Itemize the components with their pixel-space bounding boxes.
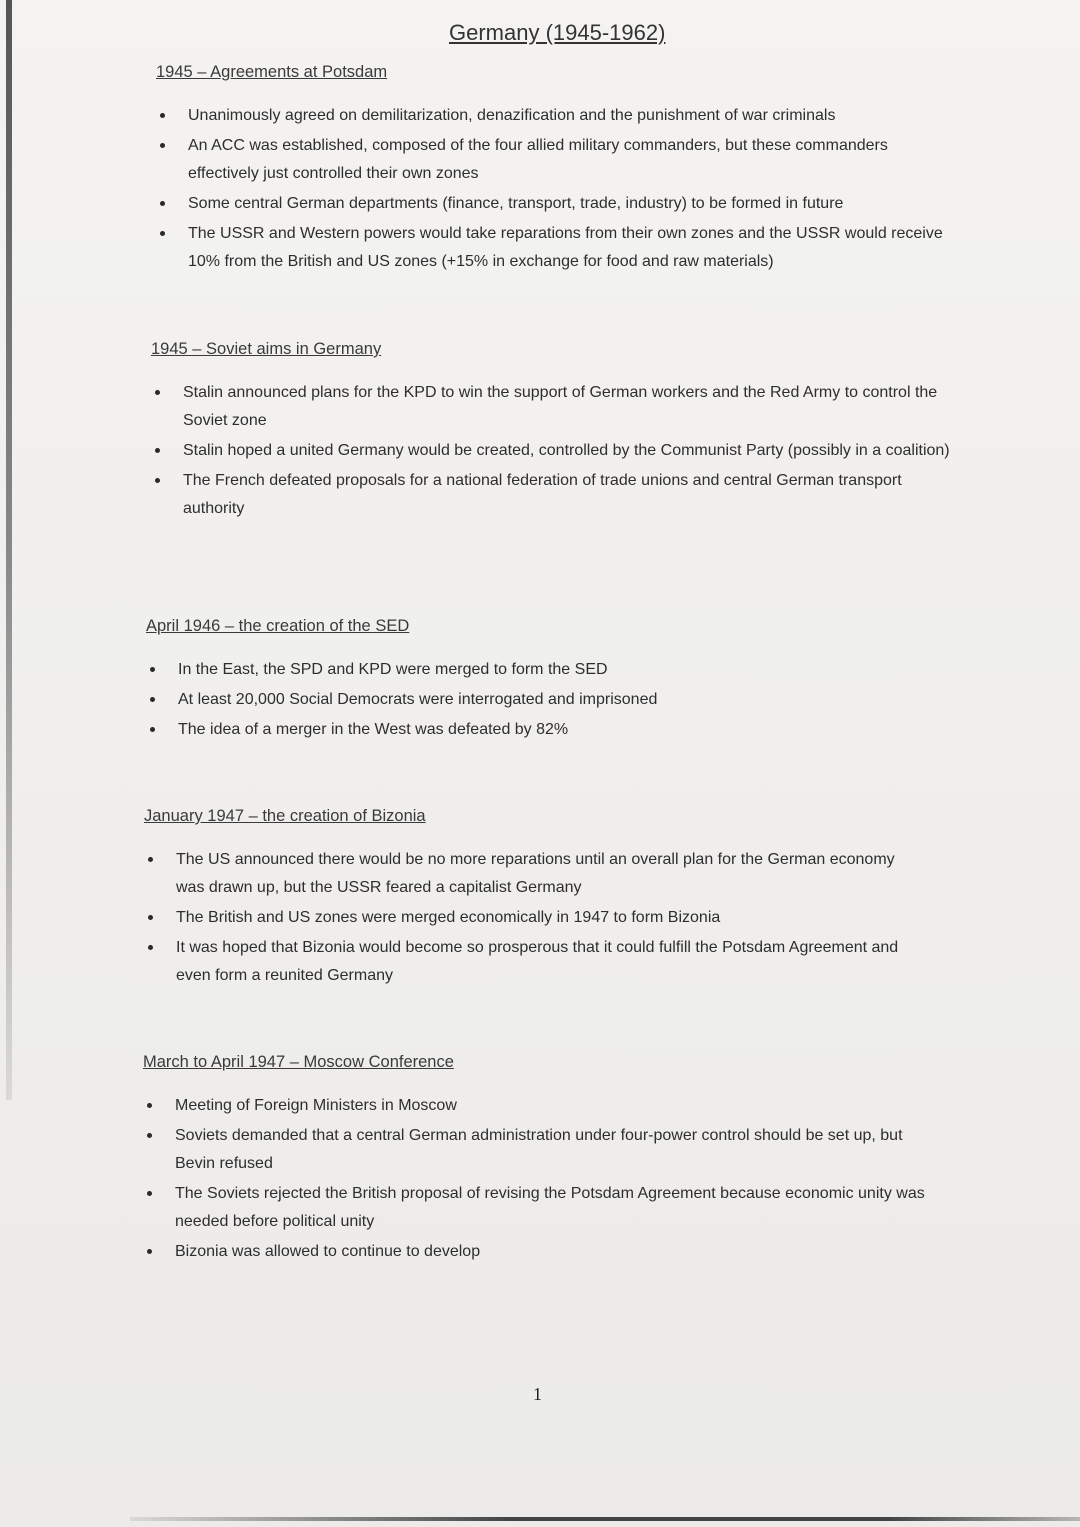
bullet-text: An ACC was established, composed of the four allied military commanders, but these commanders effectively just controlled their own zones: [188, 137, 888, 182]
bullet-icon: [160, 201, 165, 206]
bullet-text: The US announced there would be no more reparations until an overall plan for the German economy was drawn up, but the USSR feared a capitalist Germany: [176, 851, 895, 896]
list-item: [146, 686, 946, 714]
section-heading: 1945 – Agreements at Potsdam: [156, 63, 388, 81]
section-heading: March to April 1947 – Moscow Conference: [143, 1053, 454, 1071]
bullet-text: It was hoped that Bizonia would become so prosperous that it could fulfill the Potsdam Agreement and even form a reunited Germany: [176, 939, 899, 984]
list-item: [156, 190, 956, 218]
list-item: [143, 1180, 943, 1236]
list-item: [146, 656, 946, 684]
bullet-list: [146, 656, 946, 744]
bullet-text: Stalin hoped a united Germany would be created, controlled by the Communist Party (possibly in a coalition): [183, 442, 950, 459]
bullet-text: Unanimously agreed on demilitarization, denazification and the punishment of war criminals: [188, 107, 836, 124]
bullet-text: The French defeated proposals for a national federation of trade unions and central German transport authority: [183, 472, 902, 517]
section-potsdam: [156, 63, 976, 278]
bullet-icon: [155, 390, 160, 395]
list-item: [151, 467, 951, 523]
scan-bottom-shadow: [130, 1517, 1080, 1521]
bullet-icon: [160, 113, 165, 118]
list-item: [151, 379, 951, 435]
bullet-icon: [147, 1103, 152, 1108]
bullet-icon: [150, 697, 155, 702]
bullet-icon: [148, 857, 153, 862]
section-heading: April 1946 – the creation of the SED: [146, 617, 410, 635]
bullet-icon: [160, 231, 165, 236]
section-moscow-conference: [143, 1053, 963, 1268]
list-item: [143, 1238, 943, 1266]
bullet-icon: [147, 1191, 152, 1196]
bullet-text: The USSR and Western powers would take reparations from their own zones and the USSR would receive 10% from the British and US zones (+15% in exchange for food and raw materials): [188, 225, 943, 270]
bullet-icon: [155, 448, 160, 453]
section-bizonia: [144, 807, 964, 992]
bullet-icon: [160, 143, 165, 148]
bullet-text: Stalin announced plans for the KPD to win the support of German workers and the Red Army to control the Soviet zone: [183, 384, 938, 429]
bullet-icon: [155, 478, 160, 483]
page-number: 1: [533, 1384, 542, 1404]
bullet-icon: [150, 667, 155, 672]
document-title: Germany (1945-1962): [449, 20, 666, 45]
list-item: [146, 716, 946, 744]
bullet-icon: [150, 727, 155, 732]
bullet-text: In the East, the SPD and KPD were merged to form the SED: [178, 661, 608, 678]
bullet-text: At least 20,000 Social Democrats were interrogated and imprisoned: [178, 691, 658, 708]
list-item: [143, 1122, 943, 1178]
bullet-text: The Soviets rejected the British proposal of revising the Potsdam Agreement because economic unity was needed before political unity: [175, 1185, 925, 1230]
list-item: [144, 934, 924, 990]
list-item: [143, 1092, 943, 1120]
scan-edge-shadow: [6, 0, 12, 1100]
bullet-text: Some central German departments (finance, transport, trade, industry) to be formed in future: [188, 195, 844, 212]
bullet-text: Soviets demanded that a central German administration under four-power control should be set up, but Bevin refused: [175, 1127, 903, 1172]
bullet-icon: [148, 945, 153, 950]
bullet-text: The idea of a merger in the West was defeated by 82%: [178, 721, 569, 738]
bullet-icon: [147, 1133, 152, 1138]
list-item: [144, 846, 924, 902]
list-item: [144, 904, 924, 932]
list-item: [151, 437, 951, 465]
bullet-icon: [148, 915, 153, 920]
list-item: [156, 132, 956, 188]
bullet-list: [156, 102, 956, 276]
section-heading: 1945 – Soviet aims in Germany: [151, 340, 382, 358]
bullet-list: [151, 379, 951, 523]
section-soviet-aims: [151, 340, 971, 525]
bullet-list: [144, 846, 924, 990]
bullet-list: [143, 1092, 943, 1266]
bullet-text: The British and US zones were merged economically in 1947 to form Bizonia: [176, 909, 721, 926]
list-item: [156, 220, 956, 276]
bullet-text: Bizonia was allowed to continue to develop: [175, 1243, 481, 1260]
list-item: [156, 102, 956, 130]
bullet-text: Meeting of Foreign Ministers in Moscow: [175, 1097, 457, 1114]
section-sed: [146, 617, 966, 746]
bullet-icon: [147, 1249, 152, 1254]
section-heading: January 1947 – the creation of Bizonia: [144, 807, 426, 825]
